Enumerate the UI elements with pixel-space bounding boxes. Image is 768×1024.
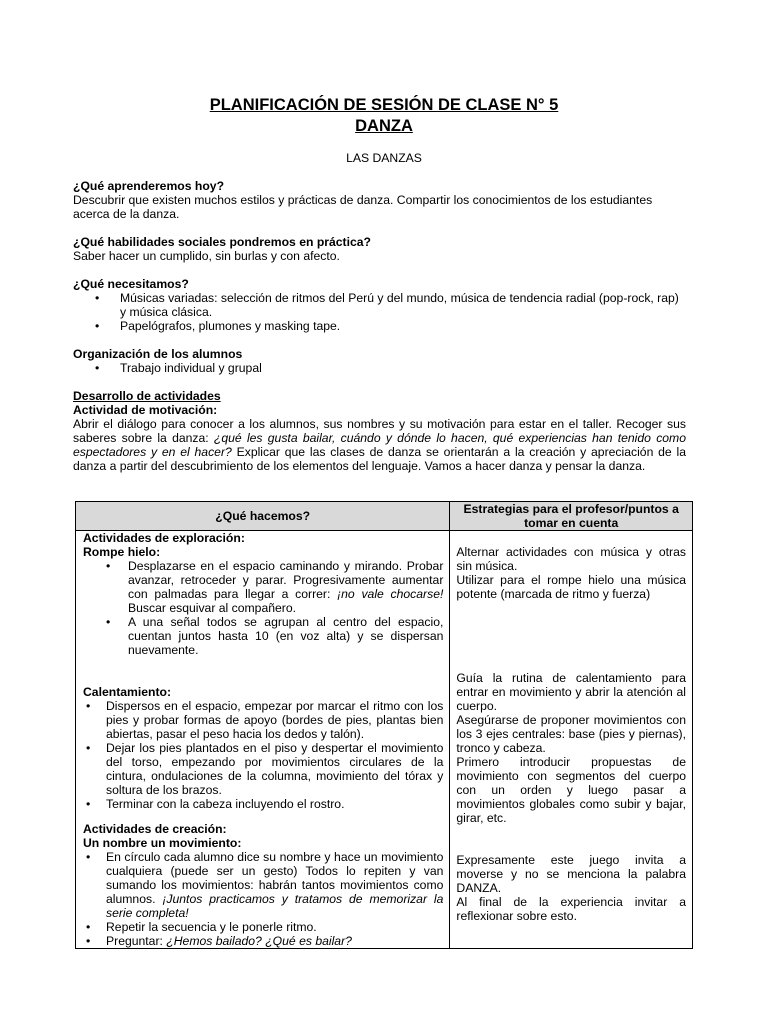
motivation-heading: Actividad de motivación: [73, 403, 218, 417]
organization-section [73, 347, 686, 375]
icebreaker-text: Desplazarse en el espacio caminando y mirando. Probar avanzar, retroceder y parar. Progresivamente aumentar con palmadas para llegar a correr: [128, 559, 444, 601]
needs-list [73, 291, 686, 333]
creation-list [83, 850, 443, 948]
list-item [83, 934, 443, 948]
organization-heading: Organización de los alumnos [73, 347, 243, 361]
needs-section [73, 277, 686, 333]
document-subtitle: LAS DANZAS [346, 151, 422, 165]
creation-strategy-2: Al final de la experiencia invitar a reflexionar sobre esto. [456, 895, 686, 923]
creation-strategy-1: Expresamente este juego invita a moverse y no se menciona la palabra DANZA. [456, 853, 686, 895]
skills-question: ¿Qué habilidades sociales pondremos en práctica? [73, 235, 372, 249]
list-item: • Músicas variadas: selección de ritmos del Perú y del mundo, música de tendencia radial (pop-rock, rap) y música clásica. [73, 291, 686, 319]
activities-table [75, 501, 693, 949]
list-item: • Repetir la secuencia y le ponerle ritmo. [83, 920, 443, 934]
icebreaker-heading: Rompe hielo: [83, 545, 161, 559]
icebreaker-italic: ¡no vale chocarse! [337, 587, 444, 601]
warmup-heading: Calentamiento: [83, 685, 172, 699]
warmup-strategy-1: Guía la rutina de calentamiento para entrar en movimiento y abrir la atención al cuerpo. [456, 671, 686, 713]
question-prefix: Preguntar: [106, 934, 167, 948]
skills-section [73, 235, 686, 263]
document-subject: DANZA [355, 117, 413, 135]
creation-text: En círculo cada alumno dice su nombre y hace un movimiento cualquiera (puede ser un gesto) Todos lo repiten y van sumando los movimientos: habrán tantos movimientos como alumnos. [106, 850, 444, 906]
creation-heading: Actividades de creación: [83, 822, 227, 836]
learn-section [73, 179, 686, 221]
strategies-cell [450, 531, 693, 949]
list-item: • Terminar con la cabeza incluyendo el rostro. [83, 797, 443, 811]
skills-answer: Saber hacer un cumplido, sin burlas y con afecto. [73, 249, 340, 263]
learn-question: ¿Qué aprenderemos hoy? [73, 179, 225, 193]
header-strategies: Estrategias para el profesor/puntos a tomar en cuenta [450, 502, 693, 531]
list-item: • Dispersos en el espacio, empezar por marcar el ritmo con los pies y probar formas de apoyo (bordes de pies, plantas bien abiertas, pasar el peso hacia los dedos y talón). [83, 699, 443, 741]
organization-list [73, 361, 686, 375]
warmup-list [83, 699, 443, 811]
development-section [73, 389, 686, 473]
exploration-heading: Actividades de exploración: [83, 531, 245, 545]
list-item: • Papelógrafos, plumones y masking tape. [73, 319, 686, 333]
motivation-questions: ¿qué les gusta bailar, cuándo y dónde lo hacen, qué experiencias han tenido como espectadores y en el hacer? [73, 431, 686, 459]
list-item [83, 850, 443, 920]
motivation-paragraph [73, 417, 686, 473]
creation-italic: ¡Juntos practicamos y tratamos de memorizar la serie completa! [106, 892, 444, 920]
warmup-strategy-3: Primero introducir propuestas de movimiento con segmentos del cuerpo con un orden y luego pasar a movimientos globales como subir y bajar, girar, etc. [456, 755, 686, 825]
learn-answer: Descubrir que existen muchos estilos y prácticas de danza. Compartir los conocimientos de los estudiantes acerca de la danza. [73, 193, 653, 221]
document-title: PLANIFICACIÓN DE SESIÓN DE CLASE N° 5 [209, 96, 559, 114]
development-heading: Desarrollo de actividades [73, 389, 221, 403]
table-header-row [76, 502, 693, 531]
question-italic: ¿Hemos bailado? ¿Qué es bailar? [166, 934, 352, 948]
icebreaker-text-end: Buscar esquivar al compañero. [128, 601, 297, 615]
list-item [83, 559, 443, 615]
icebreaker-list [83, 559, 443, 657]
table-row [76, 531, 693, 949]
warmup-strategy-2: Asegúrarse de proponer movimientos con los 3 ejes centrales: base (pies y piernas), tronco y cabeza. [456, 713, 686, 755]
header-what-we-do: ¿Qué hacemos? [76, 502, 450, 531]
list-item: • Dejar los pies plantados en el piso y despertar el movimiento del torso, empezando por movimientos circulares de la cintura, ondulaciones de la columna, movimiento del tórax y soltura de los brazos. [83, 741, 443, 797]
list-item: • Trabajo individual y grupal [73, 361, 686, 375]
activities-cell [76, 531, 450, 949]
motivation-text: Abrir el diálogo para conocer a los alumnos, sus nombres y su motivación para estar en el taller. Recoger sus saberes sobre la danza: [73, 417, 686, 445]
exploration-strategy: Alternar actividades con música y otras sin música. Utilizar para el rompe hielo una música potente (marcada de ritmo y fuerza) [456, 545, 686, 601]
name-movement-heading: Un nombre un movimiento: [83, 836, 242, 850]
motivation-text-end: Explicar que las clases de danza se orientarán a la creación y apreciación de la danza a partir del descubrimiento de los elementos del lenguaje. Vamos a hacer danza y pensar la danza. [73, 445, 686, 473]
needs-question: ¿Qué necesitamos? [73, 277, 189, 291]
list-item: • A una señal todos se agrupan al centro del espacio, cuentan juntos hasta 10 (en voz alta) y se dispersan nuevamente. [83, 615, 443, 657]
